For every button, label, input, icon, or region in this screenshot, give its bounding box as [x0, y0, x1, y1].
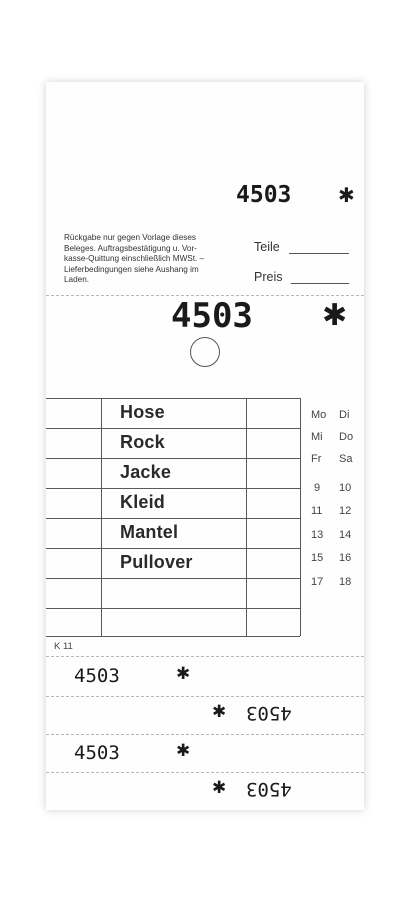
asterisk-icon: ✱ [176, 664, 191, 684]
ticket-number-large: 4503 [171, 296, 253, 336]
grid-line [46, 488, 300, 489]
grid-line [46, 518, 300, 519]
form-code: K 11 [54, 641, 73, 652]
item-label: Mantel [120, 522, 179, 542]
asterisk-icon: ✱ [322, 298, 348, 333]
grid-line [101, 398, 102, 636]
day-label: 14 [339, 529, 352, 541]
ticket-number-top: 4503 [236, 182, 292, 208]
day-label: 10 [339, 482, 352, 494]
punch-hole [190, 337, 220, 367]
stub-number-inverted: 4503 [246, 778, 292, 800]
stub-number: 4503 [74, 742, 120, 764]
grid-line [46, 398, 300, 399]
grid-line [46, 428, 300, 429]
perforation-line [46, 656, 364, 657]
day-label: Di [339, 409, 350, 421]
item-label: Rock [120, 432, 165, 452]
grid-line [46, 608, 300, 609]
day-label: 17 [311, 576, 324, 588]
item-label: Kleid [120, 492, 166, 512]
laundry-ticket [46, 82, 364, 810]
day-label: Mi [311, 431, 323, 443]
notice-line: kasse-Quittung einschließlich MWSt. – [64, 254, 205, 263]
day-label: Sa [339, 453, 353, 465]
day-label: Do [339, 431, 354, 443]
asterisk-icon: ✱ [176, 741, 191, 761]
pieces-label: Teile [254, 240, 280, 254]
stub-number: 4503 [74, 665, 120, 687]
asterisk-icon: ✱ [338, 183, 355, 207]
day-label: Fr [311, 453, 322, 465]
grid-line [46, 578, 300, 579]
day-label: 16 [339, 552, 352, 564]
item-label: Pullover [120, 552, 193, 572]
day-label: 9 [314, 482, 321, 494]
asterisk-icon: ✱ [212, 778, 227, 798]
item-label: Jacke [120, 462, 172, 482]
stub-number-inverted: 4503 [246, 702, 292, 724]
perforation-line [46, 772, 364, 773]
perforation-line [46, 734, 364, 735]
grid-line [46, 636, 300, 637]
day-label: Mo [311, 409, 327, 421]
day-label: 12 [339, 505, 352, 517]
grid-line [46, 548, 300, 549]
pieces-field-line [289, 253, 349, 254]
return-notice [64, 233, 242, 286]
day-label: 13 [311, 529, 324, 541]
day-label: 15 [311, 552, 324, 564]
day-label: 18 [339, 576, 352, 588]
grid-line [300, 398, 301, 636]
day-label: 11 [311, 505, 323, 517]
price-field-line [291, 283, 349, 284]
notice-line: Rückgabe nur gegen Vorlage dieses [64, 233, 197, 242]
grid-line [246, 398, 247, 636]
asterisk-icon: ✱ [212, 702, 227, 722]
notice-line: Laden. [64, 275, 90, 284]
notice-line: Lieferbedingungen siehe Aushang im [64, 264, 199, 274]
perforation-line [46, 696, 364, 697]
notice-line: Beleges. Auftragsbestätigung u. Vor- [64, 243, 197, 253]
grid-line [46, 458, 300, 459]
item-label: Hose [120, 402, 165, 422]
price-label: Preis [254, 270, 283, 284]
